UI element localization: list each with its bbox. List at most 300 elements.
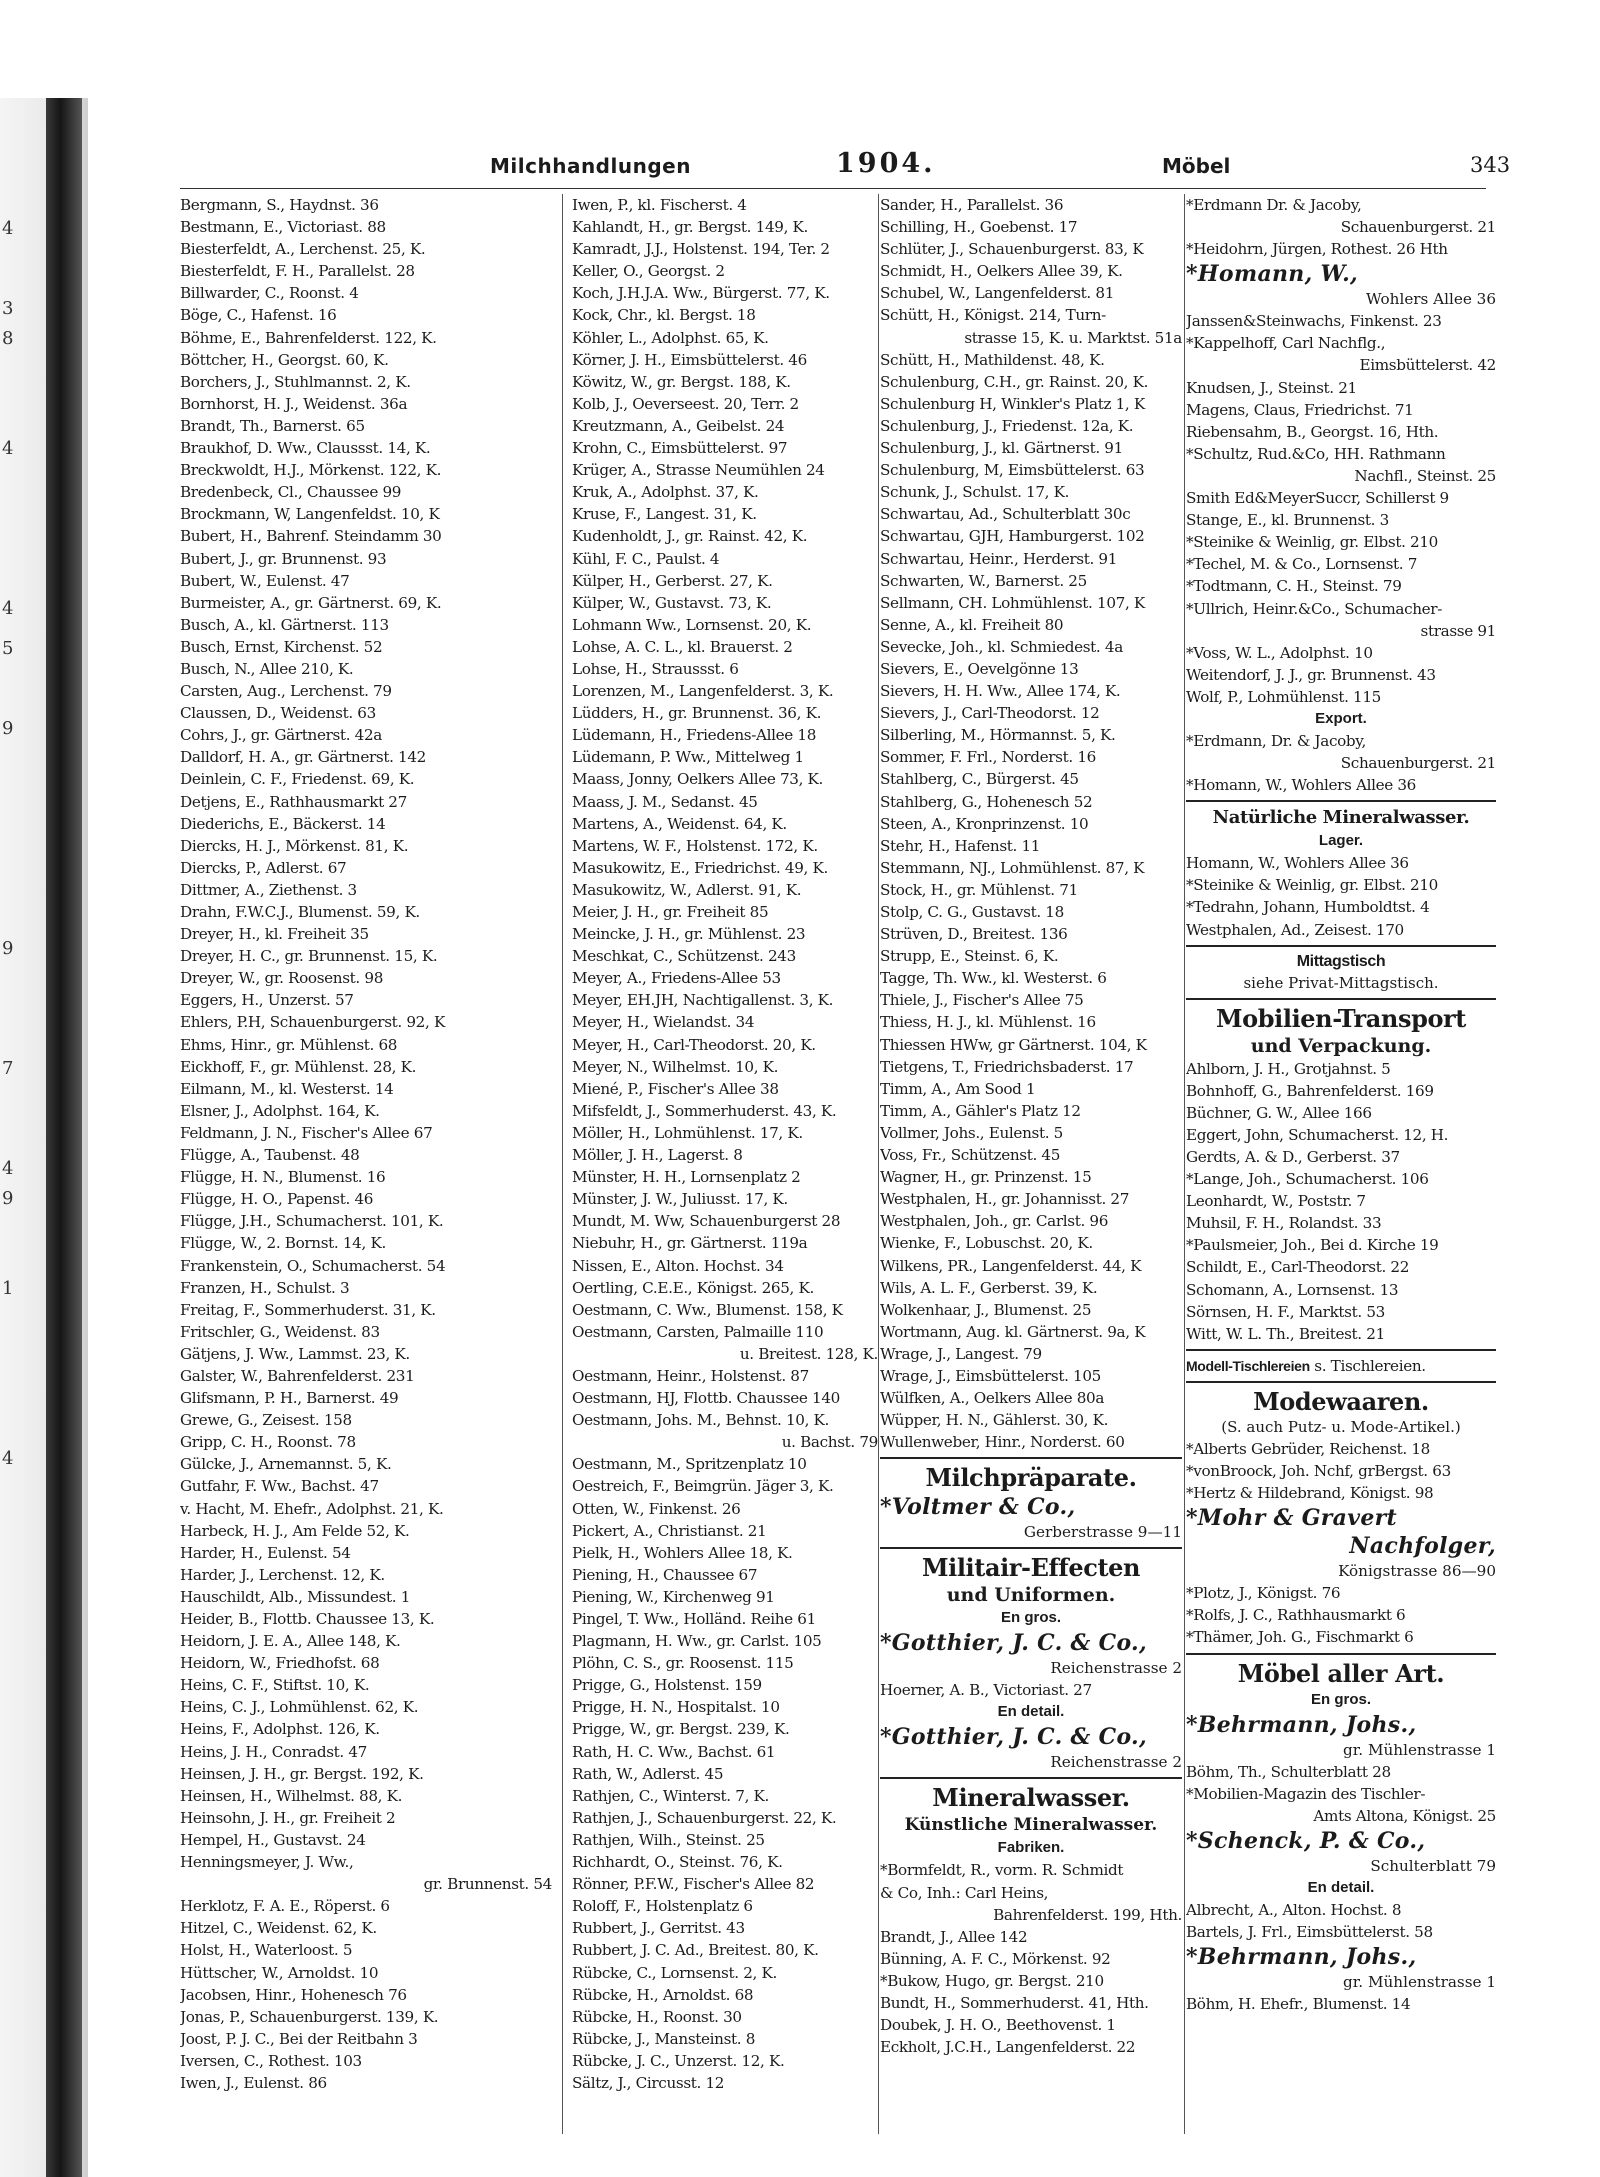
list-item: Flügge, H. N., Blumenst. 16 — [180, 1168, 386, 1187]
section-title-mittagstisch: Mittagstisch — [1296, 952, 1386, 970]
list-item: *Lange, Joh., Schumacherst. 106 — [1186, 1170, 1429, 1189]
firm-address: Reichenstrasse 2 — [1050, 1753, 1182, 1772]
list-item: Schilling, H., Goebenst. 17 — [880, 218, 1078, 237]
list-item: Krohn, C., Eimsbüttelerst. 97 — [572, 439, 788, 458]
margin-character: 7 — [2, 1058, 14, 1079]
list-item: Dreyer, H. C., gr. Brunnenst. 15, K. — [180, 947, 438, 966]
list-item: Glifsmann, P. H., Barnerst. 49 — [180, 1389, 399, 1408]
list-item: Kolb, J., Oeverseest. 20, Terr. 2 — [572, 394, 799, 413]
list-item: Lohmann Ww., Lornsenst. 20, K. — [572, 615, 812, 634]
subheading-export: Export. — [1315, 709, 1367, 727]
list-item: Piening, H., Chaussee 67 — [572, 1565, 758, 1584]
list-item: Iwen, J., Eulenst. 86 — [180, 2073, 327, 2092]
list-item: Frankenstein, O., Schumacherst. 54 — [180, 1256, 446, 1275]
list-item: Jacobsen, Hinr., Hohenesch 76 — [180, 1985, 407, 2004]
list-item: Westphalen, Ad., Zeisest. 170 — [1186, 920, 1404, 939]
list-item: Lüdders, H., gr. Brunnenst. 36, K. — [572, 704, 822, 723]
list-item: Oestmann, Carsten, Palmaille 110 — [572, 1322, 824, 1341]
list-item: Rübcke, H., Roonst. 30 — [572, 2007, 742, 2026]
list-item: Rath, H. C. Ww., Bachst. 61 — [572, 1742, 776, 1761]
firm-address: gr. Mühlenstrasse 1 — [1343, 1972, 1496, 1991]
list-item: *Mobilien-Magazin des Tischler- — [1186, 1784, 1426, 1803]
list-item: Körner, J. H., Eimsbüttelerst. 46 — [572, 350, 807, 369]
list-item: Eimsbüttelerst. 42 — [1359, 356, 1496, 375]
list-item: Gülcke, J., Arnemannst. 5, K. — [180, 1455, 392, 1474]
margin-character: 4 — [2, 1448, 14, 1469]
list-item: Brandt, Th., Barnerst. 65 — [180, 416, 365, 435]
list-item: Claussen, D., Weidenst. 63 — [180, 704, 376, 723]
list-item: Franzen, H., Schulst. 3 — [180, 1278, 350, 1297]
list-item: Böhme, E., Bahrenfelderst. 122, K. — [180, 328, 437, 347]
section-title-mineralwasser: Mineralwasser. — [932, 1783, 1130, 1813]
list-item: Hitzel, C., Weidenst. 62, K. — [180, 1919, 377, 1938]
list-item: Vollmer, Johs., Eulenst. 5 — [880, 1123, 1063, 1142]
column-2 — [572, 194, 878, 2094]
list-item: Niebuhr, H., gr. Gärtnerst. 119a — [572, 1234, 808, 1253]
list-item: Albrecht, A., Alton. Hochst. 8 — [1186, 1900, 1402, 1919]
list-item: Pingel, T. Ww., Holländ. Reihe 61 — [572, 1610, 816, 1628]
list-item: Bubert, J., gr. Brunnenst. 93 — [180, 549, 387, 568]
list-item: Oestreich, F., Beimgrün. Jäger 3, K. — [572, 1477, 834, 1496]
list-item: Schwartau, Heinr., Herderst. 91 — [880, 549, 1118, 568]
list-item: Eggert, John, Schumacherst. 12, H. — [1186, 1125, 1449, 1144]
header-left-category: Milchhandlungen — [490, 154, 691, 178]
list-item: Lohse, H., Straussst. 6 — [572, 659, 739, 678]
list-item: Stolp, C. G., Gustavst. 18 — [880, 903, 1064, 921]
list-item: Heinsohn, J. H., gr. Freiheit 2 — [180, 1808, 396, 1827]
list-item: Külper, H., Gerberst. 27, K. — [572, 571, 773, 590]
list-item: *Techel, M. & Co., Lornsenst. 7 — [1186, 555, 1418, 574]
list-item: Wüpper, H. N., Gählerst. 30, K. — [880, 1411, 1109, 1430]
section-rule — [1186, 800, 1496, 802]
list-item: Timm, A., Am Sood 1 — [880, 1079, 1036, 1098]
list-item: Oestmann, Johs. M., Behnst. 10, K. — [572, 1411, 830, 1430]
subheading-lager: Lager. — [1318, 832, 1364, 850]
list-item: Wullenweber, Hinr., Norderst. 60 — [880, 1433, 1125, 1452]
list-item: Fritschler, G., Weidenst. 83 — [180, 1322, 380, 1341]
list-item: v. Hacht, M. Ehefr., Adolphst. 21, K. — [180, 1499, 444, 1518]
page-number: 343 — [1470, 153, 1511, 177]
list-item: Martens, W. F., Holstenst. 172, K. — [572, 836, 818, 855]
modell-note: s. Tischlereien. — [1314, 1356, 1426, 1375]
list-item: Heidorn, J. E. A., Allee 148, K. — [180, 1632, 401, 1651]
list-item: Wrage, J., Langest. 79 — [880, 1344, 1042, 1363]
firm-address: Gerberstrasse 9—11 — [1023, 1523, 1182, 1542]
margin-character: 4 — [2, 218, 14, 239]
list-item: Eckholt, J.C.H., Langenfelderst. 22 — [880, 2038, 1136, 2057]
list-item: Flügge, W., 2. Bornst. 14, K. — [180, 1234, 386, 1253]
column-divider — [562, 194, 563, 2134]
list-item: Wilkens, PR., Langenfelderst. 44, K — [880, 1256, 1142, 1275]
list-item: Nissen, E., Alton. Hochst. 34 — [572, 1256, 784, 1275]
list-item: Maass, J. M., Sedanst. 45 — [572, 792, 758, 811]
list-item: Meyer, N., Wilhelmst. 10, K. — [572, 1057, 779, 1076]
section-rule — [880, 1457, 1182, 1459]
list-item: Biesterfeldt, A., Lerchenst. 25, K. — [180, 240, 426, 259]
list-item: *Voss, W. L., Adolphst. 10 — [1186, 643, 1373, 662]
list-item: Steen, A., Kronprinzenst. 10 — [880, 814, 1089, 833]
list-item: Lorenzen, M., Langenfelderst. 3, K. — [572, 682, 834, 701]
list-item: Schwarten, W., Barnerst. 25 — [880, 571, 1087, 590]
list-item: *Erdmann Dr. & Jacoby, — [1186, 196, 1362, 214]
firm-mohr-gravert: *Mohr & Gravert — [1186, 1505, 1397, 1532]
list-item: Schulenburg, J., Friedenst. 12a, K. — [880, 416, 1134, 435]
list-item: Oestmann, M., Spritzenplatz 10 — [572, 1455, 807, 1474]
list-item: Knudsen, J., Steinst. 21 — [1186, 378, 1357, 397]
firm-address: gr. Mühlenstrasse 1 — [1343, 1740, 1496, 1759]
list-item: Böge, C., Hafenst. 16 — [180, 306, 337, 325]
list-item: Münster, J. W., Juliusst. 17, K. — [572, 1190, 788, 1209]
list-item: Harder, H., Eulenst. 54 — [180, 1543, 351, 1562]
list-item: Flügge, H. O., Papenst. 46 — [180, 1190, 374, 1209]
firm-address: Schulterblatt 79 — [1370, 1856, 1496, 1875]
entries-group — [1186, 730, 1496, 796]
list-item: Oertling, C.E.E., Königst. 265, K. — [572, 1278, 814, 1297]
list-item: Lüdemann, H., Friedens-Allee 18 — [572, 726, 817, 745]
list-item: Schwartau, Ad., Schulterblatt 30c — [880, 505, 1131, 524]
section-rule — [1186, 1653, 1496, 1655]
list-item: Schmidt, H., Oelkers Allee 39, K. — [880, 262, 1123, 281]
section-title-modewaaren: Modewaaren. — [1253, 1386, 1429, 1416]
left-margin-characters — [0, 98, 40, 2177]
list-item: Rathjen, J., Schauenburgerst. 22, K. — [572, 1808, 837, 1827]
list-item: Busch, N., Allee 210, K. — [180, 659, 354, 678]
list-item: Eggers, H., Unzerst. 57 — [180, 991, 354, 1010]
list-item: Bünning, A. F. C., Mörkenst. 92 — [880, 1949, 1111, 1968]
subheading-en-gros: En gros. — [1310, 1690, 1371, 1708]
list-item: *Steinike & Weinlig, gr. Elbst. 210 — [1186, 533, 1438, 552]
list-item: Iversen, C., Rothest. 103 — [180, 2051, 362, 2070]
list-item: Gripp, C. H., Roonst. 78 — [180, 1433, 356, 1452]
list-item: Koch, J.H.J.A. Ww., Bürgerst. 77, K. — [572, 284, 830, 303]
margin-character: 4 — [2, 438, 14, 459]
column-4 — [1186, 194, 1496, 2015]
list-item: Pickert, A., Christianst. 21 — [572, 1521, 767, 1540]
list-item: Köhler, L., Adolphst. 65, K. — [572, 328, 769, 347]
list-item: Carsten, Aug., Lerchenst. 79 — [180, 682, 392, 701]
list-item: Schwartau, GJH, Hamburgerst. 102 — [880, 527, 1145, 546]
list-item: Maass, Jonny, Oelkers Allee 73, K. — [572, 770, 824, 789]
list-item: Krüger, A., Strasse Neumühlen 24 — [572, 461, 825, 480]
list-item: Rübcke, J. C., Unzerst. 12, K. — [572, 2051, 785, 2070]
section-subtitle: und Uniformen. — [946, 1584, 1116, 1607]
list-item: Plöhn, C. S., gr. Roosenst. 115 — [572, 1654, 794, 1673]
list-item: Möller, H., Lohmühlenst. 17, K. — [572, 1123, 803, 1142]
list-item: Schulenburg, C.H., gr. Rainst. 20, K. — [880, 372, 1149, 391]
list-item: Schauenburgerst. 21 — [1340, 754, 1496, 773]
list-item: Wortmann, Aug. kl. Gärtnerst. 9a, K — [880, 1322, 1146, 1341]
list-item: Mundt, M. Ww, Schauenburgerst 28 — [572, 1212, 841, 1231]
list-item: *Plotz, J., Königst. 76 — [1186, 1584, 1341, 1603]
page-header — [180, 148, 1511, 186]
list-item: Schulenburg H, Winkler's Platz 1, K — [880, 394, 1145, 413]
list-item: Thiess, H. J., kl. Mühlenst. 16 — [880, 1013, 1096, 1032]
list-item: Rübcke, C., Lornsenst. 2, K. — [572, 1963, 777, 1982]
list-item: Pielk, H., Wohlers Allee 18, K. — [572, 1543, 793, 1562]
subheading-en-gros: En gros. — [1000, 1609, 1061, 1627]
column-divider — [878, 194, 879, 2134]
list-item: Sievers, E., Oevelgönne 13 — [880, 659, 1079, 678]
list-item: u. Bachst. 79 — [781, 1433, 878, 1452]
list-item: Schubel, W., Langenfelderst. 81 — [880, 284, 1115, 303]
margin-character: 4 — [2, 598, 14, 619]
entries-group — [1186, 1438, 1496, 1504]
list-item: Burmeister, A., gr. Gärtnerst. 69, K. — [180, 593, 442, 612]
firm-behrmann: *Behrmann, Johs., — [1186, 1711, 1417, 1738]
list-item: strasse 15, K. u. Marktst. 51a — [964, 328, 1182, 347]
list-item: Böhm, H. Ehefr., Blumenst. 14 — [1186, 1994, 1411, 2013]
list-item: Iwen, P., kl. Fischerst. 4 — [572, 196, 747, 214]
list-item: *Heidohrn, Jürgen, Rothest. 26 Hth — [1186, 240, 1448, 259]
list-item: Büchner, G. W., Allee 166 — [1186, 1103, 1372, 1122]
list-item: Meyer, H., Carl-Theodorst. 20, K. — [572, 1035, 816, 1054]
list-item: Brandt, J., Allee 142 — [880, 1927, 1028, 1946]
list-item: Mifsfeldt, J., Sommerhuderst. 43, K. — [572, 1101, 837, 1120]
list-item: Sievers, J., Carl-Theodorst. 12 — [880, 704, 1100, 723]
list-item: Oestmann, C. Ww., Blumenst. 158, K — [572, 1300, 843, 1319]
list-item: Dreyer, H., kl. Freiheit 35 — [180, 925, 369, 944]
list-item: Muhsil, F. H., Rolandst. 33 — [1186, 1214, 1382, 1233]
list-item: Smith Ed&MeyerSuccr, Schillerst 9 — [1186, 489, 1449, 508]
list-item: Miené, P., Fischer's Allee 38 — [572, 1079, 779, 1098]
list-item: Kock, Chr., kl. Bergst. 18 — [572, 306, 756, 325]
list-item: Flügge, J.H., Schumacherst. 101, K. — [180, 1212, 444, 1231]
list-item: Lohse, A. C. L., kl. Brauerst. 2 — [572, 637, 793, 656]
list-item: Külper, W., Gustavst. 73, K. — [572, 593, 772, 612]
list-item: Tagge, Th. Ww., kl. Westerst. 6 — [880, 969, 1107, 988]
entries-group — [1186, 310, 1496, 708]
list-item: Leonhardt, W., Poststr. 7 — [1186, 1192, 1366, 1211]
list-item: Schildt, E., Carl-Theodorst. 22 — [1186, 1258, 1410, 1277]
list-item: Busch, A., kl. Gärtnerst. 113 — [180, 615, 389, 634]
modell-label: Modell-Tischlereien — [1186, 1357, 1310, 1374]
list-item: Dalldorf, H. A., gr. Gärtnerst. 142 — [180, 748, 426, 767]
list-item: Diederichs, E., Bäckerst. 14 — [180, 814, 386, 833]
list-item: Meier, J. H., gr. Freiheit 85 — [572, 903, 769, 921]
list-item: Bornhorst, H. J., Weidenst. 36a — [180, 394, 408, 413]
list-item: strasse 91 — [1420, 621, 1496, 640]
directory-page — [88, 98, 1600, 2177]
entries-group — [1186, 1582, 1496, 1648]
list-item: Doubek, J. H. O., Beethovenst. 1 — [880, 2016, 1116, 2035]
list-item: Riebensahm, B., Georgst. 16, Hth. — [1186, 422, 1439, 441]
margin-character: 9 — [2, 718, 14, 739]
list-item: *Alberts Gebrüder, Reichenst. 18 — [1186, 1439, 1430, 1458]
list-item: Masukowitz, E., Friedrichst. 49, K. — [572, 858, 828, 877]
list-item: Wienke, F., Lobuschst. 20, K. — [880, 1234, 1093, 1253]
list-item: Masukowitz, W., Adlerst. 91, K. — [572, 880, 802, 899]
list-item: Jonas, P., Schauenburgerst. 139, K. — [180, 2007, 439, 2026]
entries-group — [1186, 1058, 1496, 1345]
list-item: Amts Altona, Königst. 25 — [1313, 1806, 1496, 1825]
list-item: Dreyer, W., gr. Roosenst. 98 — [180, 969, 384, 988]
list-item: Sellmann, CH. Lohmühlenst. 107, K — [880, 593, 1145, 612]
section-title-moebel: Möbel aller Art. — [1237, 1658, 1445, 1688]
list-item: Borchers, J., Stuhlmannst. 2, K. — [180, 372, 411, 391]
list-item: *Rolfs, J. C., Rathhausmarkt 6 — [1186, 1606, 1406, 1625]
list-item: Harder, J., Lerchenst. 12, K. — [180, 1565, 385, 1584]
list-item: Stemmann, NJ., Lohmühlenst. 87, K — [880, 858, 1145, 877]
list-item: Bergmann, S., Haydnst. 36 — [180, 196, 379, 214]
list-item: Schauenburgerst. 21 — [1340, 218, 1496, 237]
list-item: Meyer, H., Wielandst. 34 — [572, 1013, 755, 1032]
section-rule — [880, 1547, 1182, 1549]
entries-group — [1186, 194, 1496, 260]
list-item: Stock, H., gr. Mühlenst. 71 — [880, 880, 1078, 899]
column-3 — [880, 194, 1182, 2058]
list-item: Nachfl., Steinst. 25 — [1354, 466, 1496, 485]
list-item: Schomann, A., Lornsenst. 13 — [1186, 1280, 1399, 1299]
section-title-milchpraeparate: Milchpräparate. — [925, 1463, 1137, 1493]
list-item: & Co, Inh.: Carl Heins, — [880, 1883, 1049, 1902]
margin-character: 9 — [2, 938, 14, 959]
list-item: Rathjen, Wilh., Steinst. 25 — [572, 1830, 765, 1849]
list-item: *Homann, W., Wohlers Allee 36 — [1186, 776, 1416, 795]
list-item: Wrage, J., Eimsbüttelerst. 105 — [880, 1366, 1101, 1385]
list-item: Bohnhoff, G., Bahrenfelderst. 169 — [1186, 1081, 1434, 1100]
list-item: Drahn, F.W.C.J., Blumenst. 59, K. — [180, 903, 420, 921]
list-item: Bartels, J. Frl., Eimsbüttelerst. 58 — [1186, 1922, 1433, 1941]
list-item: Rubbert, J., Gerritst. 43 — [572, 1919, 745, 1938]
list-item: Bundt, H., Sommerhuderst. 41, Hth. — [880, 1994, 1149, 2012]
section-title-militair: Militair-Effecten — [921, 1553, 1141, 1583]
list-item: Braukhof, D. Ww., Claussst. 14, K. — [180, 439, 431, 458]
list-item: Kudenholdt, J., gr. Rainst. 42, K. — [572, 527, 808, 546]
firm-mohr-gravert-line2: Nachfolger, — [1349, 1533, 1496, 1560]
list-item: Sältz, J., Circusst. 12 — [572, 2073, 725, 2092]
list-item: Heidorn, W., Friedhofst. 68 — [180, 1654, 380, 1673]
list-item: Kruse, F., Langest. 31, K. — [572, 505, 757, 524]
list-item: *Paulsmeier, Joh., Bei d. Kirche 19 — [1186, 1236, 1439, 1255]
list-item: Feldmann, J. N., Fischer's Allee 67 — [180, 1123, 433, 1142]
list-item: Roloff, F., Holstenplatz 6 — [572, 1897, 753, 1916]
list-item: Sander, H., Parallelst. 36 — [880, 196, 1064, 214]
list-item: Gätjens, J. Ww., Lammst. 23, K. — [180, 1344, 410, 1363]
list-item: Silberling, M., Hörmannst. 5, K. — [880, 726, 1116, 745]
list-item: Weitendorf, J. J., gr. Brunnenst. 43 — [1186, 665, 1436, 684]
list-item: Sommer, F. Frl., Norderst. 16 — [880, 748, 1096, 767]
subheading-en-detail: En detail. — [997, 1703, 1065, 1721]
list-item: *Schultz, Rud.&Co, HH. Rathmann — [1186, 444, 1446, 463]
list-item: Lüdemann, P. Ww., Mittelweg 1 — [572, 748, 804, 767]
firm-schenck: *Schenck, P. & Co., — [1186, 1827, 1426, 1854]
list-item: Senne, A., kl. Freiheit 80 — [880, 615, 1064, 634]
subheading-en-detail: En detail. — [1307, 1878, 1375, 1896]
list-item: Stehr, H., Hafenst. 11 — [880, 836, 1041, 855]
list-item: Detjens, E., Rathhausmarkt 27 — [180, 792, 407, 811]
list-item: *Steinike & Weinlig, gr. Elbst. 210 — [1186, 876, 1438, 895]
list-item: Schütt, H., Königst. 214, Turn- — [880, 306, 1106, 325]
list-item: *Todtmann, C. H., Steinst. 79 — [1186, 577, 1402, 596]
list-item: Rathjen, C., Winterst. 7, K. — [572, 1786, 769, 1805]
list-item: Wils, A. L. F., Gerberst. 39, K. — [880, 1278, 1098, 1297]
list-item: Dittmer, A., Ziethenst. 3 — [180, 880, 357, 899]
list-item: Joost, P. J. C., Bei der Reitbahn 3 — [180, 2029, 418, 2048]
margin-character: 3 — [2, 298, 14, 319]
list-item: Cohrs, J., gr. Gärtnerst. 42a — [180, 726, 382, 745]
list-item: Schütt, H., Mathildenst. 48, K. — [880, 350, 1105, 369]
cross-reference — [1186, 1355, 1496, 1377]
list-item: Stahlberg, C., Bürgerst. 45 — [880, 770, 1079, 789]
list-item: Strupp, E., Steinst. 6, K. — [880, 947, 1059, 966]
list-item: Heinsen, J. H., gr. Bergst. 192, K. — [180, 1764, 424, 1783]
firm-address: Königstrasse 86—90 — [1338, 1562, 1496, 1581]
list-item: Holst, H., Waterloost. 5 — [180, 1941, 353, 1960]
entries-group — [1186, 852, 1496, 940]
list-item: Köwitz, W., gr. Bergst. 188, K. — [572, 372, 791, 391]
list-item: Bahrenfelderst. 199, Hth. — [993, 1905, 1182, 1924]
header-rule — [180, 188, 1486, 189]
list-item: Westphalen, H., gr. Johannisst. 27 — [880, 1190, 1130, 1209]
list-item: Thiessen HWw, gr Gärtnerst. 104, K — [880, 1035, 1147, 1054]
section-rule — [880, 1777, 1182, 1779]
list-item: Stahlberg, G., Hohenesch 52 — [880, 792, 1093, 811]
list-item: Schulenburg, J., kl. Gärtnerst. 91 — [880, 439, 1123, 458]
firm-address: Reichenstrasse 2 — [1050, 1659, 1182, 1678]
section-note: (S. auch Putz- u. Mode-Artikel.) — [1221, 1417, 1461, 1436]
list-item: Wolf, P., Lohmühlenst. 115 — [1186, 687, 1381, 706]
list-item: *Erdmann, Dr. & Jacoby, — [1186, 731, 1366, 750]
section-note: siehe Privat-Mittagstisch. — [1243, 973, 1439, 992]
list-item: Harbeck, H. J., Am Felde 52, K. — [180, 1521, 410, 1540]
list-item: u. Breitest. 128, K. — [739, 1344, 878, 1363]
firm-behrmann: *Behrmann, Johs., — [1186, 1943, 1417, 1970]
list-item: Breckwoldt, H.J., Mörkenst. 122, K. — [180, 461, 442, 480]
list-item: Gerdts, A. & D., Gerberst. 37 — [1186, 1148, 1400, 1166]
column-3-entries — [880, 194, 1182, 1453]
section-subtitle: Künstliche Mineralwasser. — [904, 1815, 1158, 1836]
list-item: Martens, A., Weidenst. 64, K. — [572, 814, 787, 833]
subheading-fabriken: Fabriken. — [997, 1839, 1065, 1857]
list-item: Timm, A., Gähler's Platz 12 — [880, 1101, 1081, 1120]
list-item: *vonBroock, Joh. Nchf, grBergst. 63 — [1186, 1462, 1451, 1481]
column-1 — [180, 194, 552, 2094]
list-item: Wagner, H., gr. Prinzenst. 15 — [880, 1168, 1092, 1187]
list-item: Flügge, A., Taubenst. 48 — [180, 1146, 360, 1165]
header-right-category: Möbel — [1162, 154, 1231, 178]
list-item: Rath, W., Adlerst. 45 — [572, 1764, 724, 1783]
list-item: Piening, W., Kirchenweg 91 — [572, 1587, 775, 1606]
list-item: Kreutzmann, A., Geibelst. 24 — [572, 416, 785, 435]
list-item: Bredenbeck, Cl., Chaussee 99 — [180, 483, 402, 502]
list-item: Bubert, W., Eulenst. 47 — [180, 571, 350, 590]
section-rule — [1186, 945, 1496, 947]
list-item: Diercks, P., Adlerst. 67 — [180, 858, 347, 877]
header-year: 1904. — [836, 148, 936, 179]
list-item: Hempel, H., Gustavst. 24 — [180, 1830, 366, 1849]
entries-group — [1186, 1761, 1496, 1827]
list-item: Strüven, D., Breitest. 136 — [880, 925, 1068, 944]
list-item: Münster, H. H., Lornsenplatz 2 — [572, 1168, 801, 1187]
list-item: Bestmann, E., Victoriast. 88 — [180, 218, 386, 237]
list-item: *Bukow, Hugo, gr. Bergst. 210 — [880, 1971, 1104, 1990]
section-title-natuerliche-mineralwasser: Natürliche Mineralwasser. — [1212, 807, 1470, 829]
column-divider — [1184, 194, 1185, 2134]
margin-character: 9 — [2, 1188, 14, 1209]
list-item: Hauschildt, Alb., Missundest. 1 — [180, 1587, 411, 1606]
list-item: Rubbert, J. C. Ad., Breitest. 80, K. — [572, 1941, 819, 1960]
list-item: Hoerner, A. B., Victoriast. 27 — [880, 1681, 1092, 1700]
list-item: Rübcke, J., Mansteinst. 8 — [572, 2029, 756, 2048]
list-item: Biesterfeldt, F. H., Parallelst. 28 — [180, 262, 415, 281]
section-rule — [1186, 1381, 1496, 1383]
list-item: Kamradt, J.J., Holstenst. 194, Ter. 2 — [572, 240, 830, 259]
firm-gotthier: *Gotthier, J. C. & Co., — [880, 1630, 1147, 1657]
list-item: Brockmann, W, Langenfeldst. 10, K — [180, 505, 440, 524]
list-item: Eilmann, M., kl. Westerst. 14 — [180, 1079, 394, 1098]
list-item: Heider, B., Flottb. Chaussee 13, K. — [180, 1610, 435, 1628]
list-item: Billwarder, C., Roonst. 4 — [180, 284, 359, 303]
